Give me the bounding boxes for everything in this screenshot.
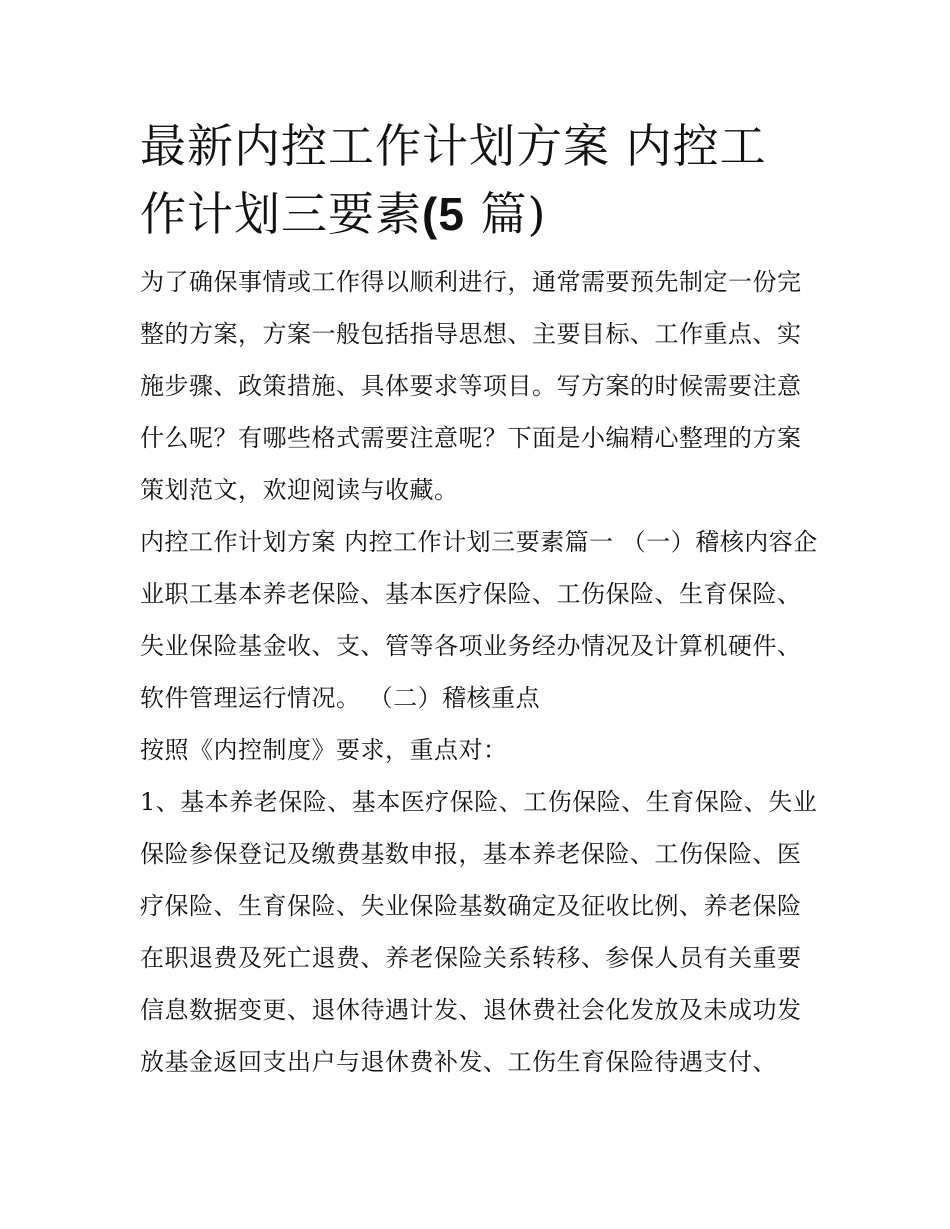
- title-line-2-suffix: 篇): [464, 187, 547, 241]
- paragraph-audit-content: 内控工作计划方案 内控工作计划三要素篇一 （一）稽核内容企业职工基本养老保险、基本医疗保险、工伤保险、生育保险、失业保险基金收、支、管等各项业务经办情况及计算机硬件、软件管理运行情况。 （二）稽核重点: [140, 528, 818, 712]
- title-line-1: 最新内控工作计划方案 内控工: [140, 119, 767, 173]
- paragraph-requirements: 按照《内控制度》要求，重点对：: [140, 736, 508, 764]
- title-line-2-number: (5: [422, 188, 465, 240]
- title-line-2-prefix: 作计划三要素: [140, 187, 422, 241]
- document-page: [140, 112, 820, 1088]
- paragraph-item-1: 1、基本养老保险、基本医疗保险、工伤保险、生育保险、失业保险参保登记及缴费基数申报，基本养老保险、工伤保险、医疗保险、生育保险、失业保险基数确定及征收比例、养老保险在职退费及死亡退费、养老保险关系转移、参保人员有关重要信息数据变更、退休待遇计发、退休费社会化发放及未成功发放基金返回支出户与退休费补发、工伤生育保险待遇支付、: [140, 788, 818, 1076]
- document-title: [140, 112, 820, 248]
- paragraph-intro: 为了确保事情或工作得以顺利进行，通常需要预先制定一份完整的方案，方案一般包括指导思想、主要目标、工作重点、实施步骤、政策措施、具体要求等项目。写方案的时候需要注意什么呢？有哪些格式需要注意呢？下面是小编精心整理的方案策划范文，欢迎阅读与收藏。: [140, 268, 802, 504]
